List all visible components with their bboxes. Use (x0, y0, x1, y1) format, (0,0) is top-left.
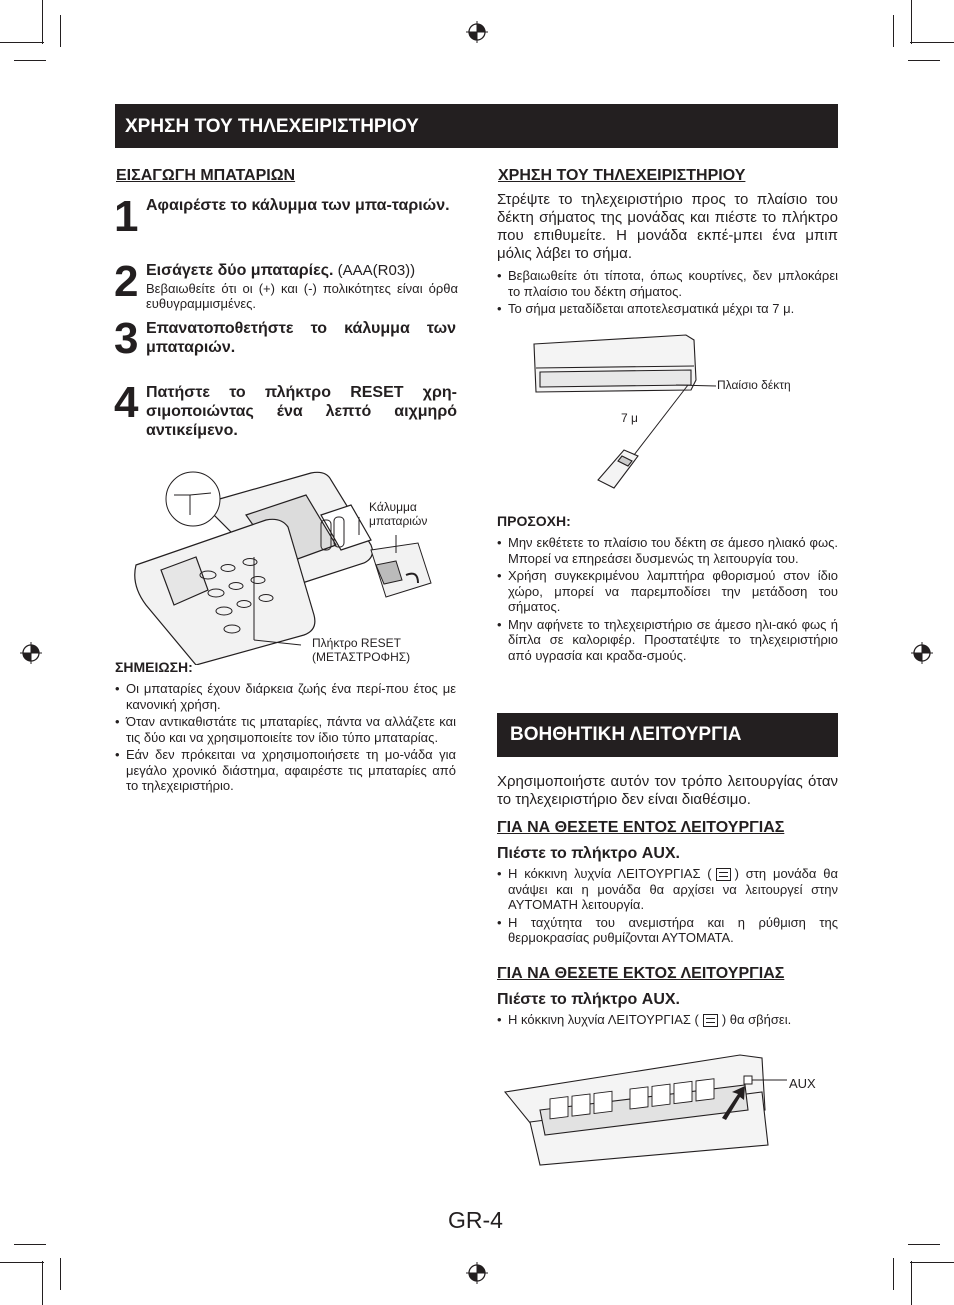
section-header: ΧΡΗΣΗ ΤΟΥ ΤΗΛΕΧΕΙΡΙΣΤΗΡΙΟΥ (115, 104, 838, 148)
receiver-label: Πλαίσιο δέκτη (717, 378, 791, 392)
usage-list (497, 268, 838, 319)
usage-heading: ΧΡΗΣΗ ΤΟΥ ΤΗΛΕΧΕΙΡΙΣΤΗΡΙΟΥ (498, 167, 746, 184)
crop-mark (0, 42, 44, 43)
crop-mark (0, 1262, 44, 1263)
caution-item: • Μην αφήνετε το τηλεχειριστήριο σε άμεσο ηλι-ακό φως ή δίπλα σε καλοριφέρ. Προστατέψτε το τηλεχειριστήριο από υγρασία και κραδα-σμούς. (497, 617, 838, 664)
aux-off-heading: ΓΙΑ ΝΑ ΘΕΣΕΤΕ ΕΚΤΟΣ ΛΕΙΤΟΥΡΓΙΑΣ (497, 965, 785, 982)
aux-off-item (497, 1012, 838, 1028)
crop-mark (910, 42, 954, 43)
crop-mark (911, 0, 912, 44)
crop-mark (42, 0, 43, 44)
aux-section-header: ΒΟΗΘΗΤΙΚΗ ΛΕΙΤΟΥΡΓΙΑ (497, 713, 838, 757)
aux-on-item (497, 866, 838, 913)
crop-mark (908, 1244, 940, 1245)
aux-off-item-text: Η κόκκινη λυχνία ΛΕΙΤΟΥΡΓΙΑΣ ( (508, 1012, 699, 1027)
page-number: GR-4 (448, 1207, 503, 1233)
step-number: 1 (114, 192, 139, 241)
usage-text: Στρέψτε το τηλεχειριστήριο προς το πλαίσιο του δέκτη σήματος της μονάδας και πιέστε το πλήκτρο που επιθυμείτε. Η μονάδα εκπέ-μπει ένα μπιπ μόλις λάβει το σήμα. (497, 191, 838, 262)
crop-mark (908, 60, 940, 61)
step-text: Επανατοποθετήστε το κάλυμμα των μπαταριών. (146, 320, 456, 356)
battery-heading: ΕΙΣΑΓΩΓΗ ΜΠΑΤΑΡΙΩΝ (116, 167, 296, 184)
registration-mark-icon (20, 642, 42, 664)
usage-item: • Βεβαιωθείτε ότι τίποτα, όπως κουρτίνες, δεν μπλοκάρει το πλαίσιο του δέκτη σήματος. (497, 268, 838, 299)
registration-mark-icon (466, 1262, 488, 1284)
step-number: 4 (114, 378, 139, 427)
operation-lamp-icon (703, 1014, 718, 1027)
caution-heading: ΠΡΟΣΟΧΗ: (497, 513, 571, 529)
reset-button-label: Πλήκτρο RESET (ΜΕΤΑΣΤΡΟΦΗΣ) (312, 636, 411, 664)
operation-lamp-icon (716, 868, 731, 881)
note-item: • Εάν δεν πρόκειται να χρησιμοποιήσετε τη μο-νάδα για μεγάλο χρονικό διάστημα, αφαιρέστε τις μπαταρίες από το τηλεχειριστήριο. (115, 747, 456, 794)
crop-mark (911, 1261, 912, 1305)
aux-off-item-text: ) θα σβήσει. (721, 1012, 792, 1027)
step-number: 3 (114, 314, 139, 363)
caution-item: • Χρήση συγκεκριμένου λαμπτήρα φθορισμού στον ίδιο χώρο, μπορεί να παρεμποδίσει την μετάδοση του σήματος. (497, 568, 838, 615)
step-number: 2 (114, 257, 139, 306)
note-item: • Όταν αντικαθιστάτε τις μπαταρίες, πάντα να αλλάζετε και τις δύο και να χρησιμοποιείτε τον ίδιο τύπο μπαταρίας. (115, 714, 456, 745)
note-list (115, 681, 456, 796)
step-text: Πατήστε το πλήκτρο RESET χρη-σιμοποιώντας ένα λεπτό αιχμηρό αντικείμενο. (146, 384, 457, 439)
step-subtext: Βεβαιωθείτε ότι οι (+) και (-) πολικότητες είναι όρθα ευθυγραμμισμένες. (146, 281, 458, 311)
crop-mark (14, 1244, 46, 1245)
registration-mark-icon (466, 21, 488, 43)
aux-on-item: • Η ταχύτητα του ανεμιστήρα και η ρύθμιση της θερμοκρασίας ρυθμίζονται ΑΥΤΟΜΑΤΑ. (497, 915, 838, 946)
crop-mark (893, 15, 894, 47)
aux-unit-illustration (500, 1050, 790, 1170)
step-text: Αφαιρέστε το κάλυμμα των μπα-ταριών. (146, 197, 450, 214)
aux-on-press: Πιέστε το πλήκτρο AUX. (497, 845, 680, 862)
aux-off-list (497, 1012, 838, 1030)
aux-intro: Χρησιμοποιήστε αυτόν τον τρόπο λειτουργίας όταν το τηλεχειριστήριο δεν είναι διαθέσιμο. (497, 773, 838, 808)
distance-label: 7 μ (621, 411, 638, 425)
crop-mark (60, 15, 61, 47)
note-heading: ΣΗΜΕΙΩΣΗ: (115, 659, 193, 675)
battery-type: (AAA(R03)) (333, 262, 416, 279)
caution-item: • Μην εκθέτετε το πλαίσιο του δέκτη σε άμεσο ηλιακό φως. Μπορεί να επηρεάσει δυσμενώς τη λειτουργία του. (497, 535, 838, 566)
crop-mark (893, 1258, 894, 1290)
remote-battery-illustration (126, 465, 456, 665)
aux-on-list (497, 866, 838, 948)
battery-cover-label: Κάλυμμα μπαταριών (369, 500, 428, 528)
aux-on-item-text: Η κόκκινη λυχνία ΛΕΙΤΟΥΡΓΙΑΣ ( (508, 866, 712, 881)
registration-mark-icon (911, 642, 933, 664)
aux-on-heading: ΓΙΑ ΝΑ ΘΕΣΕΤΕ ΕΝΤΟΣ ΛΕΙΤΟΥΡΓΙΑΣ (497, 819, 785, 836)
step-text (146, 261, 458, 280)
aux-on-item-text: ) στη μονάδα θα ανάψει και η μονάδα θα αρχίσει να λειτουργεί στην ΑΥΤΟΜΑΤΗ λειτουργία. (508, 866, 838, 912)
crop-mark (42, 1261, 43, 1305)
crop-mark (60, 1258, 61, 1290)
crop-mark (910, 1262, 954, 1263)
crop-mark (14, 60, 46, 61)
step-text-main: Εισάγετε δύο μπαταρίες. (146, 262, 334, 279)
aux-button-label: AUX (789, 1076, 816, 1091)
caution-list (497, 535, 838, 665)
aux-off-press: Πιέστε το πλήκτρο AUX. (497, 991, 680, 1008)
note-item: • Οι μπαταρίες έχουν διάρκεια ζωής ένα περί-που έτος με κανονική χρήση. (115, 681, 456, 712)
usage-item: • Το σήμα μεταδίδεται αποτελεσματικά μέχρι τα 7 μ. (497, 301, 838, 317)
